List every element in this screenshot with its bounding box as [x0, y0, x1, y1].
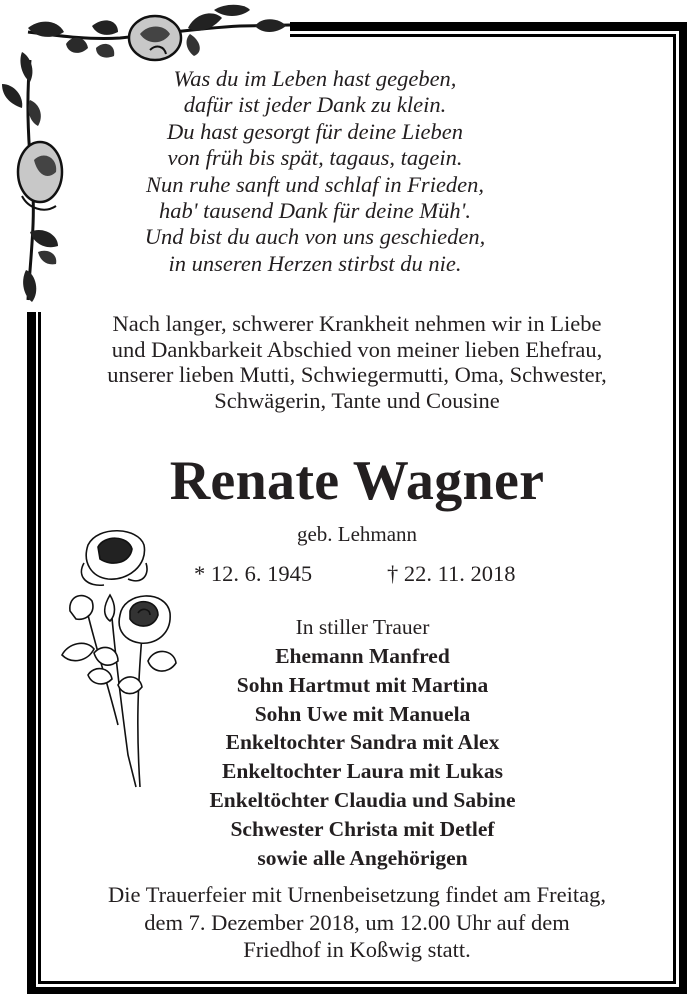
birth-date: * 12. 6. 1945 — [194, 561, 313, 586]
poem-line: Nun ruhe sanft und schlaf in Frieden, — [145, 171, 485, 197]
ceremony-line: Friedhof in Koßwig statt. — [243, 937, 471, 963]
mourner: Sohn Uwe mit Manuela — [254, 701, 471, 726]
poem-line: in unseren Herzen stirbst du nie. — [168, 250, 462, 276]
poem-line: hab' tausend Dank für deine Müh'. — [158, 198, 472, 224]
mourner: Sohn Hartmut mit Martina — [236, 672, 489, 697]
mourner: Schwester Christa mit Detlef — [230, 816, 495, 841]
deceased-name: Renate Wagner — [169, 450, 545, 512]
left-border-segment — [27, 312, 36, 994]
top-inner-border-segment — [290, 34, 676, 37]
mourner: Enkeltochter Sandra mit Alex — [225, 730, 500, 755]
maiden-name: geb. Lehmann — [296, 522, 418, 546]
intro-line: unserer lieben Mutti, Schwiegermutti, Oma, Schwester, — [107, 362, 607, 387]
poem-line: Du hast gesorgt für deine Lieben — [166, 118, 463, 144]
poem-line: Und bist du auch von uns geschieden, — [144, 224, 486, 250]
ceremony-line: Die Trauerfeier mit Urnenbeisetzung findet am Freitag, — [108, 882, 606, 907]
death-date: † 22. 11. 2018 — [387, 561, 516, 586]
ceremony-line: dem 7. Dezember 2018, um 12.00 Uhr auf dem — [144, 909, 570, 935]
poem-line: von früh bis spät, tagaus, tagein. — [167, 145, 463, 171]
poem-line: Was du im Leben hast gegeben, — [173, 66, 457, 91]
left-inner-border-segment — [38, 312, 41, 984]
funeral-details — [44, 881, 670, 964]
mourner: Enkeltochter Laura mit Lukas — [222, 759, 503, 784]
memorial-poem — [95, 66, 535, 277]
mourner: Enkeltöchter Claudia und Sabine — [209, 787, 516, 812]
intro-line: Nach langer, schwerer Krankheit nehmen wir in Liebe — [112, 311, 602, 336]
mourners-list — [175, 612, 550, 872]
mourner: Ehemann Manfred — [275, 644, 450, 668]
intro-line: Schwägerin, Tante und Cousine — [214, 387, 500, 413]
announcement-intro — [44, 311, 670, 413]
life-dates — [190, 561, 550, 593]
top-border-segment — [290, 22, 687, 31]
intro-line: und Dankbarkeit Abschied von meiner lieben Ehefrau, — [111, 336, 603, 362]
poem-line: dafür ist jeder Dank zu klein. — [183, 92, 447, 118]
mourner: sowie alle Angehörigen — [257, 845, 468, 870]
mourning-intro: In stiller Trauer — [295, 615, 430, 639]
